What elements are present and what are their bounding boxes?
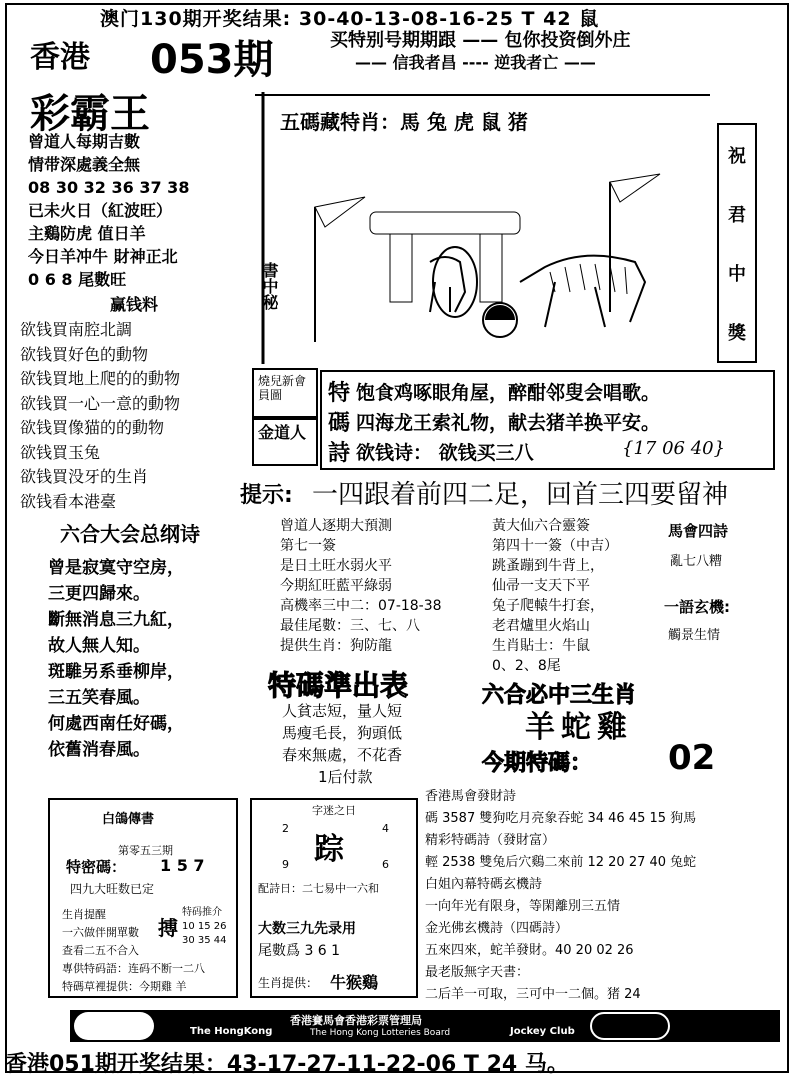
oracle-line: 兔子爬轅牛打套， <box>492 598 604 614</box>
table-lines <box>282 700 402 788</box>
illustration-area <box>255 92 775 364</box>
jockey-club-logo-bar <box>70 1010 780 1042</box>
pigeon-row: 一六做伴開單數 <box>62 926 139 939</box>
prediction-line: 今期紅旺藍平綠弱 <box>280 578 392 594</box>
special-line-1: 饱食鸡啄眼角屋，醉酣邻叟会唱歌。 <box>356 382 661 404</box>
oracle-line: 仙帚一支天下平 <box>492 578 590 594</box>
br-line: 精彩特碼詩（發財富） <box>425 833 556 848</box>
money-line: 欲钱買一心一意的動物 <box>20 393 181 413</box>
poem-line: 何處西南任好碼， <box>48 714 184 734</box>
zebra-illustration <box>255 92 775 364</box>
br-line: 輕 2538 雙兔后穴鷄二來前 12 20 27 40 兔蛇 <box>425 855 697 870</box>
slogan-1: 买特别号期期跟 —— 包你投资倒外庄 <box>330 30 631 51</box>
jockey-club-icon <box>590 1012 670 1040</box>
riddle-num: 9 <box>282 858 289 871</box>
left-line: 已未火日（紅波旺） <box>28 201 173 220</box>
table-line: 馬瘦毛長，狗頭低 <box>282 724 403 742</box>
riddle-header: 字迷之日 <box>312 804 356 817</box>
table-line: 人貧志短，量人短 <box>282 702 403 720</box>
br-line: 五來四來，蛇羊發財。40 20 02 26 <box>425 943 634 958</box>
riddle-zodiac-label: 生肖提供： <box>258 976 319 990</box>
pigeon-big: 搏 <box>158 916 178 940</box>
special-label-1: 特 <box>328 381 351 406</box>
pigeon-title: 白鴿傳書 <box>102 812 155 827</box>
hint-text: 一四跟着前四二足，回首三四要留神 <box>312 480 729 510</box>
pigeon-special-label: 特密碼： <box>66 858 127 876</box>
poem-line: 三更四歸來。 <box>48 584 150 604</box>
table-line: 1后付款 <box>318 768 373 786</box>
poem-line: 斷無消息三九紅， <box>48 610 184 630</box>
sign-char: 獎 <box>728 322 746 344</box>
side-label: 書中秘 <box>260 262 279 310</box>
br-line: 白姐內幕特碼玄機詩 <box>425 877 543 892</box>
riddle-box <box>250 798 418 998</box>
riddle-sub: 觸景生情 <box>668 628 721 643</box>
poem-line: 曾是寂寞守空房， <box>48 558 184 578</box>
left-info <box>28 130 189 291</box>
stamp-new-member: 燒兒新會員圖 <box>252 368 318 418</box>
top-result-banner: 澳门130期开奖结果: 30-40-13-08-16-25 T 42 鼠 <box>100 8 600 30</box>
left-line: 情带深處義全無 <box>28 155 141 174</box>
special-label-2: 碼 <box>328 411 351 436</box>
oracle-line: 跳蚤蹦到牛背上， <box>492 558 604 574</box>
poem-line: 依舊消春風。 <box>48 740 150 760</box>
left-line: 0 6 8 尾數旺 <box>28 270 127 289</box>
four-poems-sub: 亂七八糟 <box>670 554 723 569</box>
prediction-line: 第七一簽 <box>280 538 336 554</box>
oracle-line: 0、2、8尾 <box>492 658 561 674</box>
br-line: 香港馬會發財詩 <box>425 789 517 804</box>
pigeon-nums <box>182 906 227 948</box>
prediction-line: 高機率三中二：07-18-38 <box>280 598 442 614</box>
br-line: 一向年光有限身，等閑離別三五情 <box>425 899 621 914</box>
special-line-2: 四海龙王索礼物，献去猪羊换平安。 <box>356 412 661 434</box>
prediction-line: 是日土旺水弱火平 <box>280 558 392 574</box>
money-line: 欲钱買没牙的生肖 <box>20 467 149 486</box>
zodiac-main: 羊蛇雞 <box>525 710 633 745</box>
riddle-num: 2 <box>282 822 289 835</box>
left-line: 今日羊冲牛 財神正北 <box>28 247 178 266</box>
logo-mid: 香港賽馬會香港彩票管理局 <box>290 1014 422 1027</box>
table-title: 特碼準出表 <box>268 669 409 702</box>
poem-line: 故人無人知。 <box>48 636 150 656</box>
pigeon-special-num: 1 5 7 <box>160 856 205 875</box>
hint-label: 提示: <box>240 483 293 508</box>
table-line: 春來無處，不花香 <box>282 746 403 764</box>
money-line: 欲钱買好色的動物 <box>20 344 149 364</box>
money-line: 欲钱看本港臺 <box>20 491 117 511</box>
pigeon-num-row: 10 15 26 <box>182 921 227 932</box>
pigeon-num-row: 30 35 44 <box>182 935 227 946</box>
hk-logo-icon <box>74 1012 154 1040</box>
br-line: 最老版無字天書： <box>425 965 530 980</box>
brand-main: 彩霸王 <box>30 91 150 137</box>
special-poem-box <box>320 370 775 470</box>
oracle-line: 第四十一簽（中吉） <box>492 538 618 554</box>
bottom-result-banner: 香港051期开奖结果：43-17-27-11-22-06 T 24 马。 <box>5 1052 569 1077</box>
riddle-char: 踪 <box>314 832 344 867</box>
slogan-2: —— 信我者昌 ---- 逆我者亡 —— <box>355 53 596 72</box>
pigeon-row: 查看二五不合入 <box>62 944 139 957</box>
special-num: 02 <box>668 738 716 778</box>
riddle-tail: 尾數爲 3 6 1 <box>258 943 341 959</box>
left-line: 08 30 32 36 37 38 <box>28 178 190 197</box>
special-num-label: 今期特碼： <box>482 751 593 776</box>
bottom-right-poems <box>425 786 696 1006</box>
oracle-line: 生肖貼士：牛鼠 <box>492 638 590 654</box>
four-poems-title: 馬會四詩 <box>668 522 729 540</box>
picture-title: 五碼藏特肖：馬 兔 虎 鼠 猪 <box>280 110 528 134</box>
pigeon-row: 專供特码語：连码不断一二八 <box>62 962 205 975</box>
poem-title: 六合大会总纲诗 <box>60 522 200 546</box>
brand-top: 香港 <box>30 40 90 75</box>
sign-char: 祝 <box>728 145 746 167</box>
issue-number: 053期 <box>150 37 274 83</box>
pigeon-row: 特碼草裡提供：今期雞 羊 <box>62 980 187 993</box>
sign-char: 君 <box>728 204 746 226</box>
riddle-title: 一語玄機: <box>664 598 730 616</box>
oracle-block <box>492 516 618 676</box>
poem-body <box>48 555 184 763</box>
zodiac-title: 六合必中三生肖 <box>482 683 637 708</box>
riddle-zodiac: 牛猴鷄 <box>330 973 379 992</box>
prediction-line: 最佳尾數：三、七、八 <box>280 618 420 634</box>
logo-sub: The Hong Kong Lotteries Board <box>310 1028 451 1038</box>
money-line: 欲钱買像猫的的動物 <box>20 418 165 437</box>
prediction-line: 提供生肖：狗防龍 <box>280 638 392 654</box>
left-line: 主鷄防虎 值日羊 <box>28 224 146 243</box>
stamp-gold-taoist: 金道人 <box>252 418 318 466</box>
pigeon-num-row: 特码推介 <box>182 907 222 918</box>
br-line: 二后羊一可取，三可中一二個。猪 24 <box>425 987 641 1002</box>
money-line: 欲钱買玉兔 <box>20 442 101 462</box>
prediction-block <box>280 516 442 656</box>
money-line: 欲钱買南腔北調 <box>20 320 133 339</box>
br-line: 金光佛玄機詩（四碼詩） <box>425 921 569 936</box>
pigeon-issue: 第零五三期 <box>118 844 173 857</box>
logo-right: Jockey Club <box>510 1026 575 1037</box>
left-line: 曾道人每期吉數 <box>28 132 141 151</box>
br-line: 碼 3587 雙狗吃月亮象吞蛇 34 46 45 15 狗馬 <box>425 811 697 826</box>
money-list <box>20 318 180 514</box>
pigeon-line1: 四九大旺数已定 <box>70 882 155 896</box>
oracle-line: 黃大仙六合靈簽 <box>492 518 590 534</box>
special-nums: {17 06 40} <box>622 438 726 459</box>
poem-line: 三五笑春風。 <box>48 688 150 708</box>
special-label-3: 詩 <box>328 441 351 466</box>
special-line-3: 欲钱诗： 欲钱买三八 <box>356 442 534 464</box>
riddle-num: 6 <box>382 858 389 871</box>
pigeon-row: 生肖提醒 <box>62 908 106 921</box>
riddle-num: 4 <box>382 822 389 835</box>
good-luck-sign <box>717 123 757 363</box>
sign-char: 中 <box>728 263 746 285</box>
money-line: 欲钱買地上爬的的動物 <box>20 369 181 388</box>
money-title: 赢钱料 <box>110 295 159 314</box>
logo-left: The HongKong <box>190 1026 273 1037</box>
prediction-line: 曾道人逐期大預測 <box>280 518 392 534</box>
poem-line: 斑騅另系垂柳岸， <box>48 662 184 682</box>
pigeon-letter <box>48 798 238 998</box>
riddle-big-line: 大数三九先录用 <box>258 921 356 937</box>
oracle-line: 老君爐里火焰山 <box>492 618 590 634</box>
riddle-note: 配詩日：二七易中一六和 <box>258 882 379 895</box>
